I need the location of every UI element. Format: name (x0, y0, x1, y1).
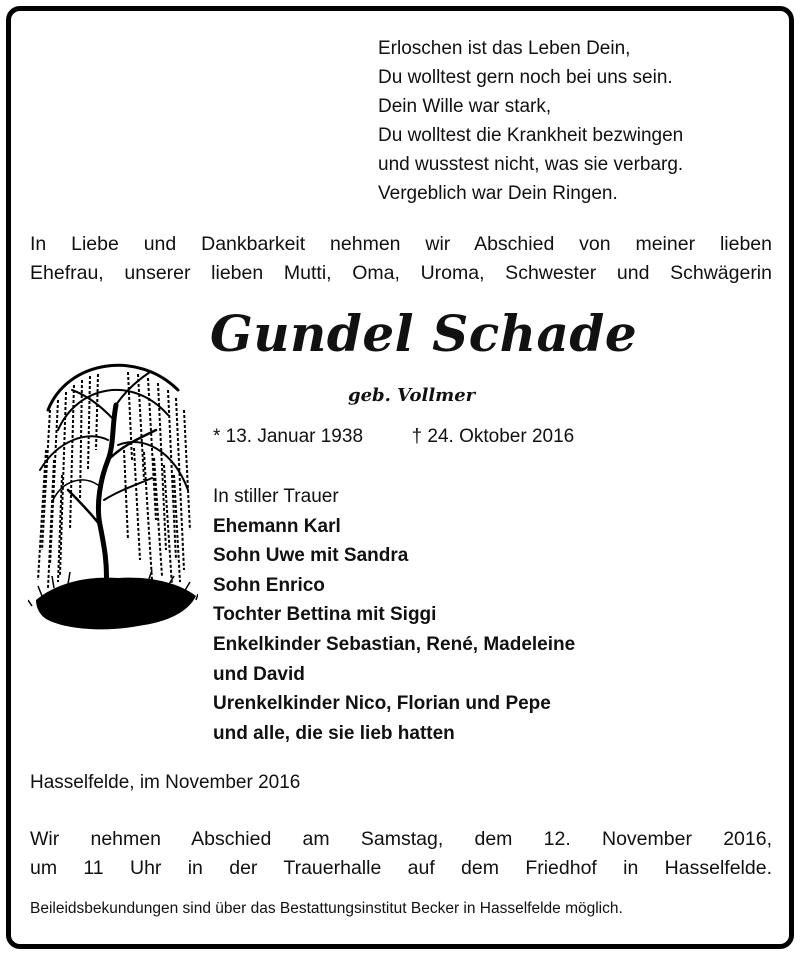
ceremony-line: Wir nehmen Abschied am Samstag, dem 12. November 2016, (30, 828, 772, 850)
mourner-line: Tochter Bettina mit Siggi (213, 604, 437, 626)
life-dates (213, 426, 574, 448)
birth-date: * 13. Januar 1938 (213, 426, 364, 447)
weeping-willow-icon (28, 350, 198, 640)
poem-line: und wusstest nicht, was sie verbarg. (378, 154, 684, 175)
intro-line: Ehefrau, unserer lieben Mutti, Oma, Uroma, Schwester und Schwägerin (30, 262, 772, 284)
poem-line: Du wolltest gern noch bei uns sein. (378, 67, 673, 88)
poem-line: Dein Wille war stark, (378, 96, 552, 117)
mourner-line: Sohn Uwe mit Sandra (213, 545, 409, 567)
condolences-note: Beileidsbekundungen sind über das Bestattungsinstitut Becker in Hasselfelde möglich. (30, 900, 623, 917)
poem-line: Du wolltest die Krankheit bezwingen (378, 125, 684, 146)
deceased-name: Gundel Schade (210, 304, 638, 363)
ceremony-line: um 11 Uhr in der Trauerhalle auf dem Friedhof in Hasselfelde. (30, 857, 772, 879)
maiden-name: geb. Vollmer (348, 385, 476, 406)
mourner-line: Enkelkinder Sebastian, René, Madeleine (213, 633, 576, 655)
mourners-list (213, 482, 575, 748)
mourner-line: und David (213, 663, 305, 685)
mourners-heading: In stiller Trauer (213, 486, 339, 507)
poem-line: Erloschen ist das Leben Dein, (378, 38, 631, 59)
intro-line: In Liebe und Dankbarkeit nehmen wir Abschied von meiner lieben (30, 233, 772, 255)
mourner-line: Urenkelkinder Nico, Florian und Pepe (213, 693, 551, 715)
poem (378, 34, 683, 208)
death-date: † 24. Oktober 2016 (411, 426, 575, 447)
mourner-line: Ehemann Karl (213, 515, 341, 537)
mourner-line: und alle, die sie lieb hatten (213, 722, 455, 744)
mourner-line: Sohn Enrico (213, 574, 325, 596)
poem-line: Vergeblich war Dein Ringen. (378, 183, 618, 204)
place-date: Hasselfelde, im November 2016 (30, 772, 301, 793)
